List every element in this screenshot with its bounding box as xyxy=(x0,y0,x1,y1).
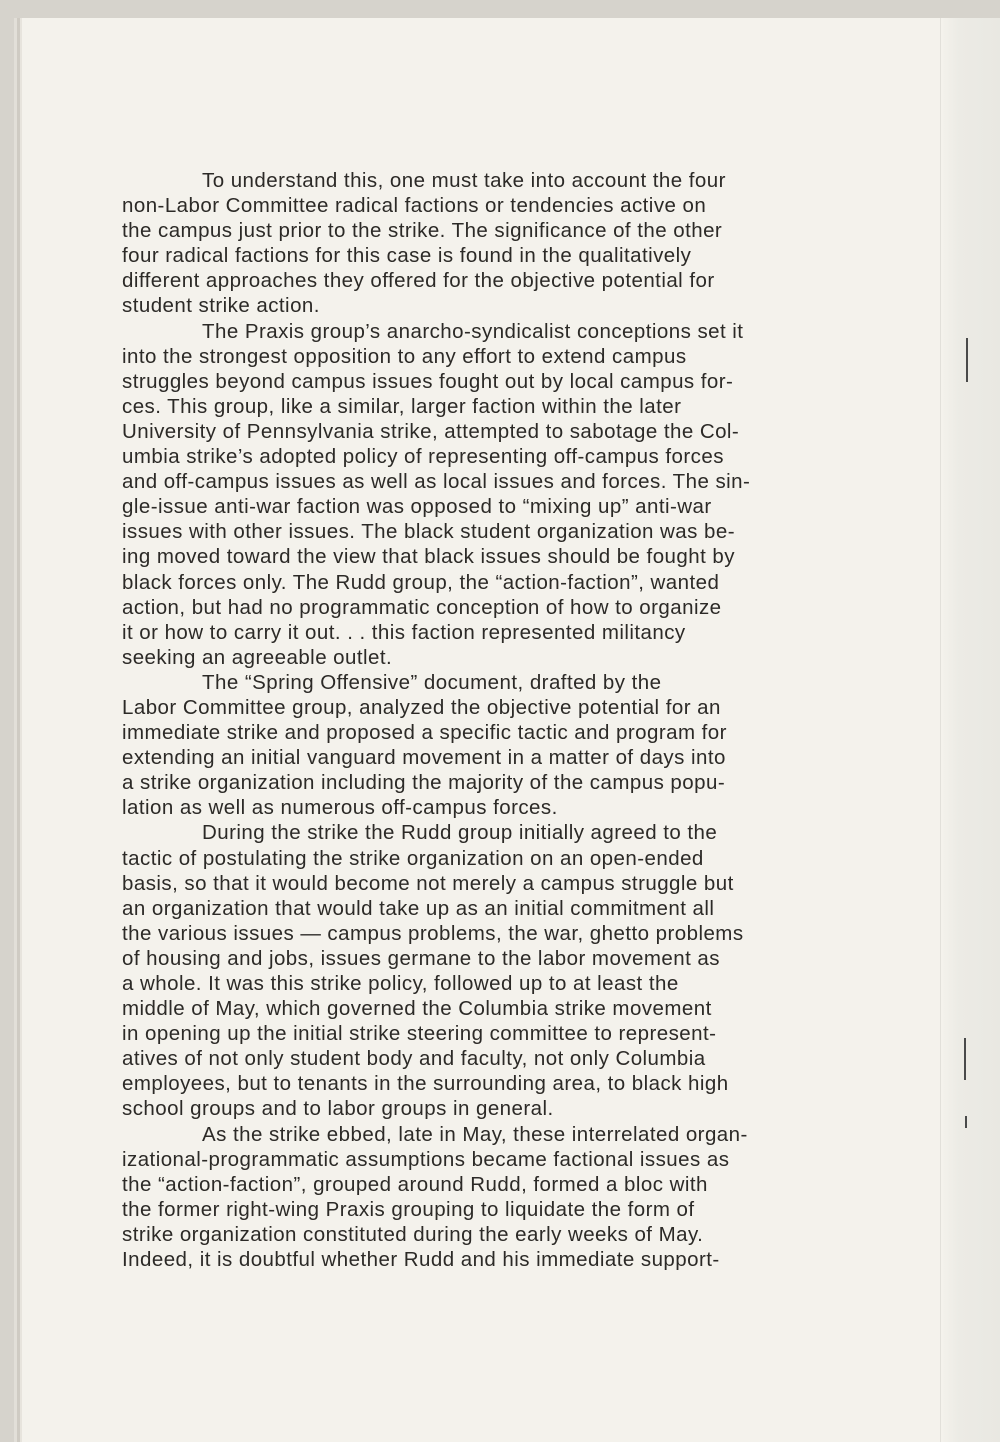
text-line: four radical factions for this case is found in the qualitatively xyxy=(122,244,692,268)
text-line: The Praxis group’s anarcho-syndicalist conceptions set it xyxy=(202,319,744,343)
text-line: strike organization constituted during the early weeks of May. xyxy=(122,1222,704,1246)
paragraph-4 xyxy=(122,820,832,1121)
text-line: employees, but to tenants in the surrounding area, to black high xyxy=(122,1072,729,1096)
text-line: in opening up the initial strike steering committee to represent- xyxy=(122,1022,717,1046)
text-line: gle-issue anti-war faction was opposed to “mixing up” anti-war xyxy=(122,495,712,519)
text-line: tactic of postulating the strike organization on an open-ended xyxy=(122,846,704,870)
text-line: As the strike ebbed, late in May, these interrelated organ- xyxy=(202,1122,748,1146)
text-line: Labor Committee group, analyzed the objective potential for an xyxy=(122,695,721,719)
text-line: basis, so that it would become not merely a campus struggle but xyxy=(122,871,734,895)
document-page xyxy=(22,18,1000,1442)
text-line: it or how to carry it out. . . this faction represented militancy xyxy=(122,620,686,644)
text-line: a strike organization including the majority of the campus popu- xyxy=(122,771,726,795)
text-line: non-Labor Committee radical factions or tendencies active on xyxy=(122,194,707,218)
text-line: and off-campus issues as well as local issues and forces. The sin- xyxy=(122,470,751,494)
paragraph-3 xyxy=(122,670,832,821)
binding-mark xyxy=(965,1116,967,1128)
text-line: into the strongest opposition to any effort to extend campus xyxy=(122,344,687,368)
text-line: action, but had no programmatic conception of how to organize xyxy=(122,595,722,619)
text-line: izational-programmatic assumptions became factional issues as xyxy=(122,1147,730,1171)
text-line: ces. This group, like a similar, larger faction within the later xyxy=(122,394,682,418)
paragraph-5 xyxy=(122,1122,832,1273)
text-line: issues with other issues. The black student organization was be- xyxy=(122,520,735,544)
text-line: middle of May, which governed the Columbia strike movement xyxy=(122,997,712,1021)
text-line: The “Spring Offensive” document, drafted by the xyxy=(202,670,662,694)
text-line: the campus just prior to the strike. The significance of the other xyxy=(122,219,723,243)
text-line: student strike action. xyxy=(122,294,320,318)
text-line: different approaches they offered for the objective potential for xyxy=(122,269,715,293)
text-line: black forces only. The Rudd group, the “action-faction”, wanted xyxy=(122,570,720,594)
text-line: school groups and to labor groups in general. xyxy=(122,1097,554,1121)
text-line: seeking an agreeable outlet. xyxy=(122,645,393,669)
text-line: of housing and jobs, issues germane to the labor movement as xyxy=(122,946,720,970)
text-line: During the strike the Rudd group initially agreed to the xyxy=(202,821,718,845)
facing-page-edge xyxy=(940,18,1000,1442)
text-line: the “action-faction”, grouped around Rudd, formed a bloc with xyxy=(122,1172,708,1196)
text-line: the former right-wing Praxis grouping to liquidate the form of xyxy=(122,1197,695,1221)
text-line: immediate strike and proposed a specific tactic and program for xyxy=(122,721,727,745)
paragraph-2 xyxy=(122,319,832,670)
text-line: extending an initial vanguard movement in a matter of days into xyxy=(122,746,726,770)
body-text xyxy=(122,168,832,1272)
binding-mark xyxy=(966,338,968,382)
text-line: To understand this, one must take into account the four xyxy=(202,169,726,192)
text-line: an organization that would take up as an initial commitment all xyxy=(122,896,715,920)
text-line: University of Pennsylvania strike, attempted to sabotage the Col- xyxy=(122,419,740,443)
text-line: lation as well as numerous off-campus forces. xyxy=(122,796,558,820)
text-line: umbia strike’s adopted policy of representing off-campus forces xyxy=(122,445,724,469)
binding-mark xyxy=(964,1038,966,1080)
text-line: struggles beyond campus issues fought out by local campus for- xyxy=(122,369,734,393)
text-line: the various issues — campus problems, the war, ghetto problems xyxy=(122,921,744,945)
text-line: atives of not only student body and faculty, not only Columbia xyxy=(122,1047,706,1071)
paragraph-1 xyxy=(122,168,832,319)
text-line: a whole. It was this strike policy, followed up to at least the xyxy=(122,972,679,995)
text-line: Indeed, it is doubtful whether Rudd and his immediate support- xyxy=(122,1248,720,1272)
text-line: ing moved toward the view that black issues should be fought by xyxy=(122,545,735,569)
